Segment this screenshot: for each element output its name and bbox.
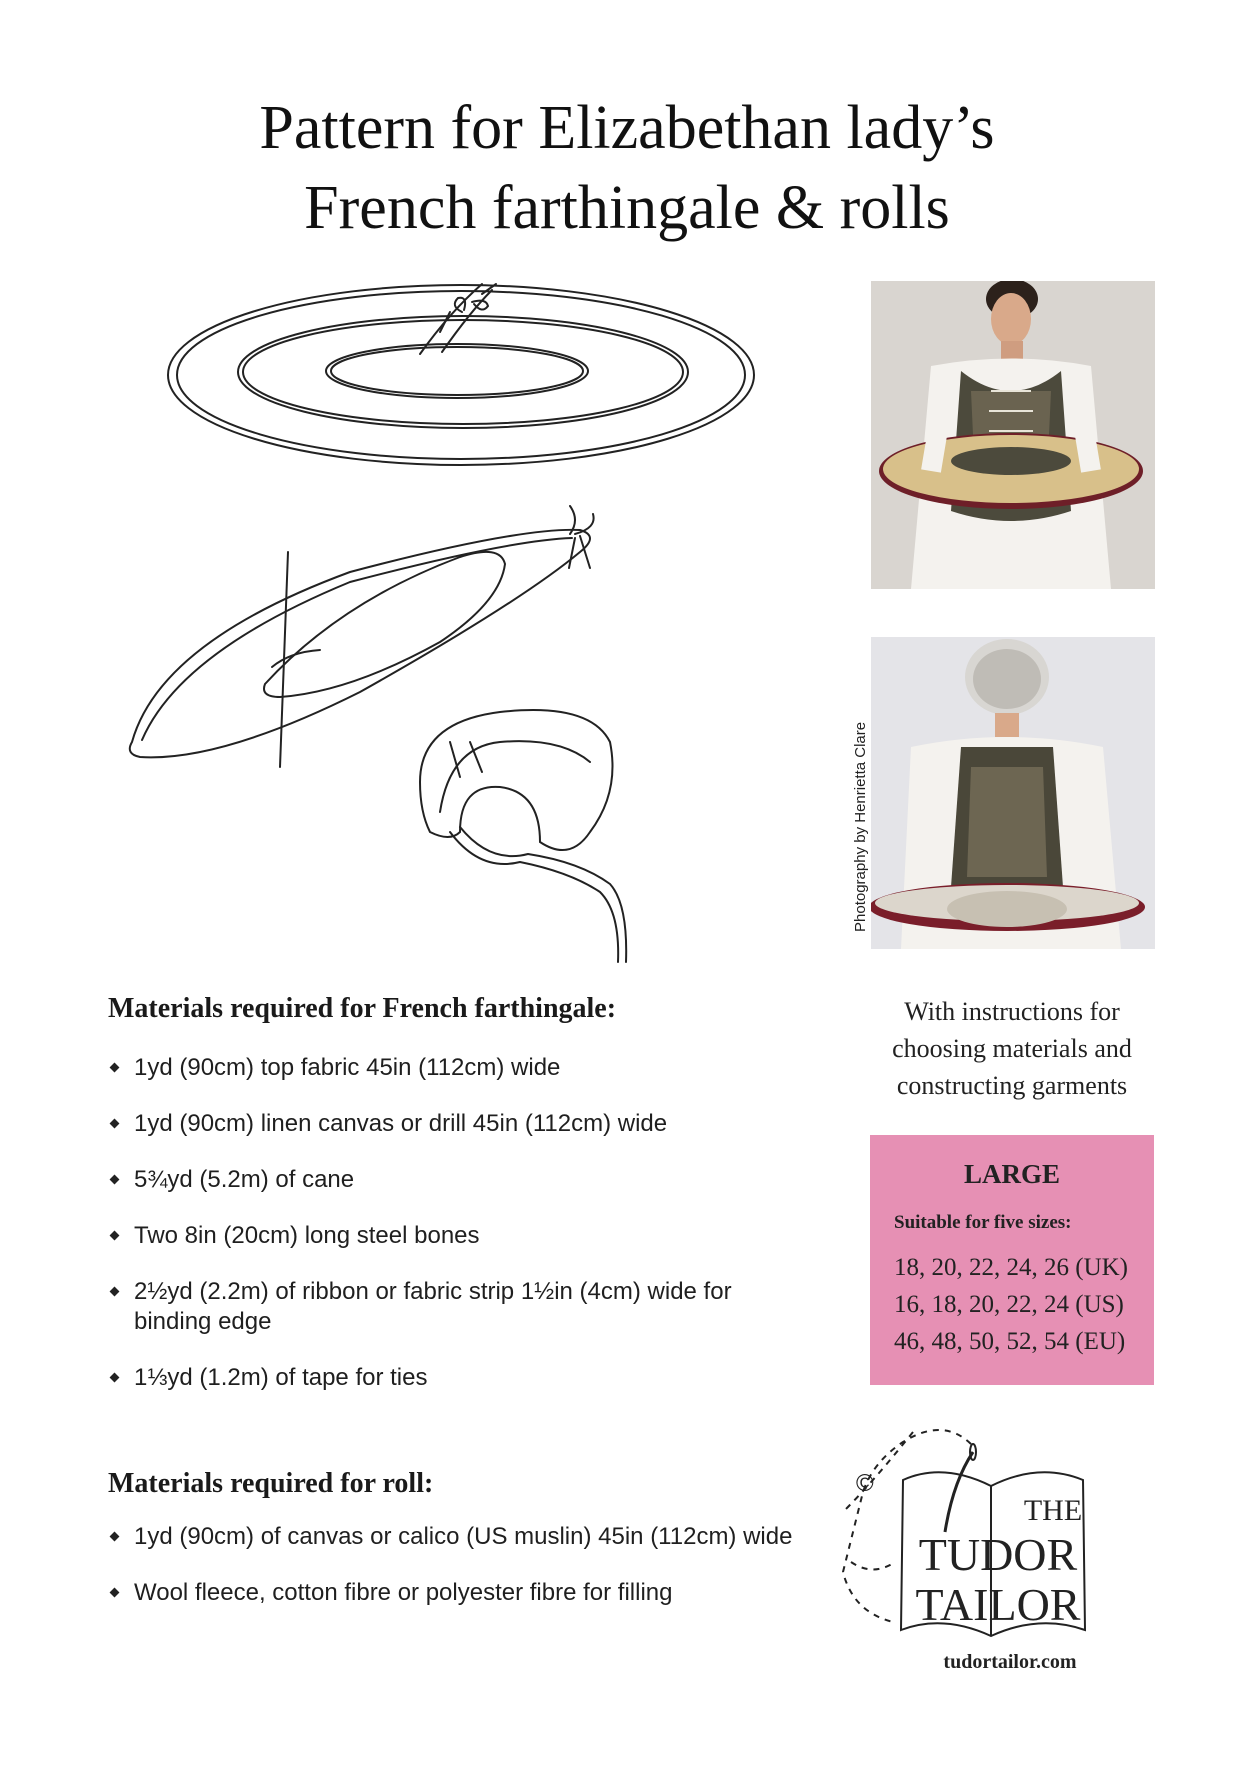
size-title: LARGE [963,1159,1061,1189]
logo-the: THE [1023,1494,1083,1527]
copyright-symbol: © [856,1470,874,1497]
size-uk: 18, 20, 22, 24, 26 (UK) [894,1254,1129,1281]
tudor-tailor-logo [833,1422,1153,1662]
farthingale-materials-list [108,1053,808,1419]
list-item: 5¾yd (5.2m) of cane [108,1165,808,1195]
instructions-line: With instructions for [904,997,1120,1026]
list-item: 1⅓yd (1.2m) of tape for ties [108,1363,808,1393]
title-line-2: French farthingale & rolls [304,174,950,242]
instructions-line: choosing materials and [892,1034,1132,1063]
size-box [870,1135,1154,1385]
list-item: 1yd (90cm) top fabric 45in (112cm) wide [108,1053,808,1083]
face [991,293,1031,345]
logo-tudor: TUDOR [918,1529,1078,1580]
size-eu: 46, 48, 50, 52, 54 (EU) [894,1328,1126,1355]
photo-credit: Photography by Henrietta Clare [852,721,869,932]
title-line-1: Pattern for Elizabethan lady’s [259,94,995,162]
instructions-note [862,993,1162,1104]
instructions-line: constructing garments [896,1071,1128,1100]
size-list [894,1249,1128,1360]
roll-materials-heading: Materials required for roll: [108,1468,434,1499]
list-item: 2½yd (2.2m) of ribbon or fabric strip 1½in (4cm) wide for binding edge [108,1277,808,1337]
sketch-illustrations [120,272,760,972]
list-item: Two 8in (20cm) long steel bones [108,1221,808,1251]
list-item: 1yd (90cm) of canvas or calico (US muslin) 45in (112cm) wide [108,1522,808,1552]
size-subtitle: Suitable for five sizes: [894,1212,1072,1233]
page-title [0,88,1254,248]
list-item: 1yd (90cm) linen canvas or drill 45in (112cm) wide [108,1109,808,1139]
farthingale-top-sketch [168,284,754,465]
roll-materials-list [108,1522,808,1634]
website-url: tudortailor.com [943,1651,1077,1673]
farthingale-materials-heading: Materials required for French farthingale: [108,993,617,1024]
list-item: Wool fleece, cotton fibre or polyester fibre for filling [108,1578,808,1608]
farthingale-worn-sketch [130,506,594,777]
logo-tailor: TAILOR [915,1579,1081,1630]
photo-back [871,637,1155,949]
size-us: 16, 18, 20, 22, 24 (US) [894,1291,1124,1318]
photo-front [871,281,1155,589]
